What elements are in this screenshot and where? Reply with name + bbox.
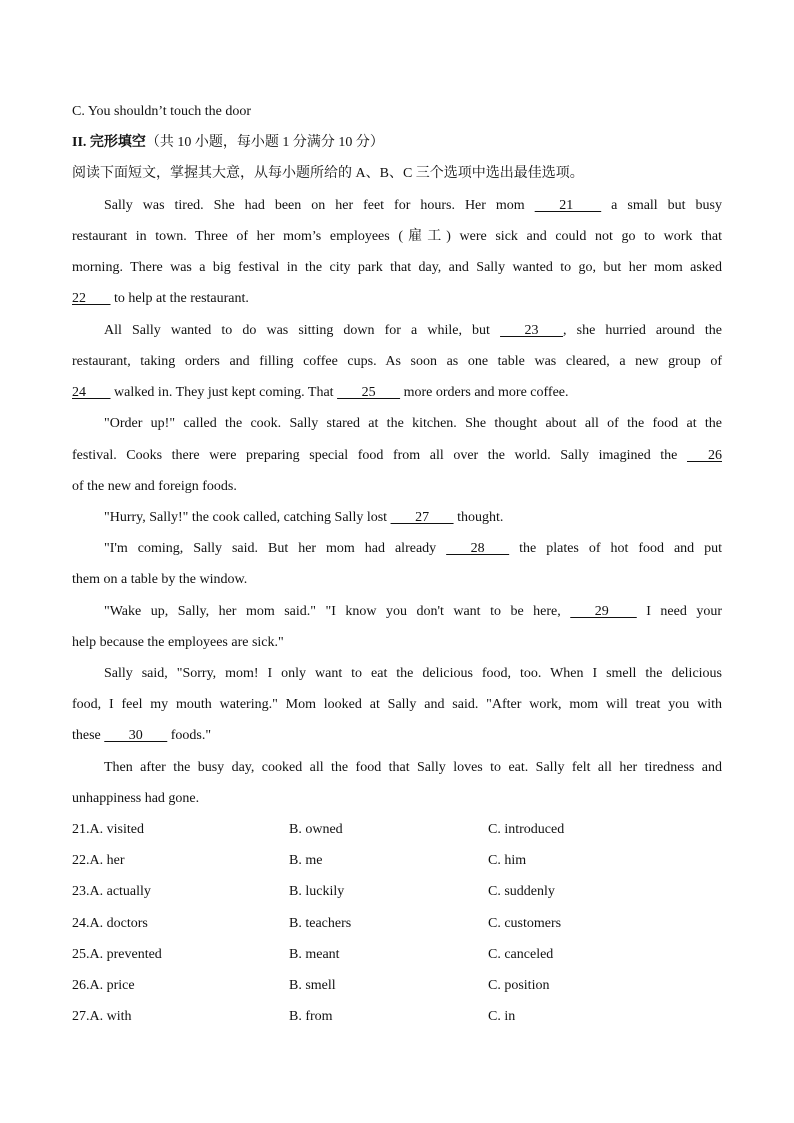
option-c: C. introduced [488,822,565,837]
text-run: more orders and more coffee. [403,385,569,400]
option-b: B. from [289,1009,333,1024]
passage-line [104,539,722,559]
passage-line: Then after the busy day, cooked all the food that Sally loves to eat. Sally felt all her tiredness and [104,760,722,775]
passage-line: help because the employees are sick." [72,635,284,650]
passage-line [104,602,722,622]
passage-line [104,508,722,528]
options-row-25 [72,945,722,965]
option-c: C. customers [488,916,562,931]
section-heading [72,133,722,153]
option-b: B. smell [289,978,336,993]
section-title: II. 完形填空 [72,135,146,150]
options-row-24 [72,914,722,934]
option-a: 26.A. price [72,978,135,993]
passage-line: Sally said, "Sorry, mom! I only want to eat the delicious food, too. When I smell the delicious [104,666,722,681]
option-a: 27.A. with [72,1009,132,1024]
option-c: C. him [488,853,527,868]
blank-24: 24 [72,385,111,400]
passage-line [72,383,722,403]
text-run: "Hurry, Sally!" the cook called, catching Sally lost [104,510,388,525]
passage-line: of the new and foreign foods. [72,479,237,494]
text-run: thought. [457,510,504,525]
passage-line: food, I feel my mouth watering." Mom looked at Sally and said. "After work, mom will treat you with [72,697,722,712]
text-run: "I'm coming, Sally said. But her mom had already [104,541,437,556]
text-run: a small but busy [611,198,723,213]
text-run: these [72,728,101,743]
blank-25: 25 [337,385,401,400]
passage-line: them on a table by the window. [72,572,248,587]
option-b: B. owned [289,822,343,837]
option-a: 25.A. prevented [72,947,162,962]
option-a: 23.A. actually [72,884,151,899]
passage-line: unhappiness had gone. [72,791,200,806]
passage-line [104,321,722,341]
options-row-27 [72,1007,722,1027]
passage-line: "Order up!" called the cook. Sally stared at the kitchen. She thought about all of the food at the [104,416,722,431]
option-c: C. suddenly [488,884,555,899]
options-row-26 [72,976,722,996]
option-b: B. teachers [289,916,352,931]
text-run: festival. Cooks there were preparing special food from all over the world. Sally imagined the [72,448,678,463]
blank-22: 22 [72,291,111,306]
option-c: C. position [488,978,550,993]
blank-29: 29 [570,604,637,619]
text-run: Sally was tired. She had been on her feet for hours. Her mom [104,198,525,213]
passage-line [72,289,722,309]
passage-line: restaurant in town. Three of her mom’s employees (雇工) were sick and could not go to work that [72,229,722,244]
blank-28: 28 [446,541,510,556]
passage-line [72,726,722,746]
text-run: "Wake up, Sally, her mom said." "I know you don't want to be here, [104,604,561,619]
text-run: I need your [646,604,723,619]
passage-line: morning. There was a big festival in the city park that day, and Sally wanted to go, but her mom asked [72,260,722,275]
section-instruction: 阅读下面短文，掌握其大意，从每小题所给的 A、B、C 三个选项中选出最佳选项。 [72,166,584,181]
text-run: , she hurried around the [563,323,722,338]
blank-27: 27 [390,510,454,525]
text-run: walked in. They just kept coming. That [114,385,334,400]
options-row-22 [72,851,722,871]
option-b: B. luckily [289,884,345,899]
option-a: 22.A. her [72,853,125,868]
option-a: 24.A. doctors [72,916,148,931]
passage-line [104,196,722,216]
text-run: All Sally wanted to do was sitting down for a while, but [104,323,490,338]
blank-30: 30 [104,728,168,743]
section-scoring: （共 10 小题，每小题 1 分满分 10 分） [145,135,384,150]
options-row-21 [72,820,722,840]
option-c: C. canceled [488,947,554,962]
text-run: to help at the restaurant. [114,291,249,306]
options-row-23 [72,882,722,902]
option-b: B. me [289,853,323,868]
option-a: 21.A. visited [72,822,144,837]
blank-23: 23 [500,323,564,338]
text-run: the plates of hot food and put [519,541,723,556]
passage-line [72,446,722,466]
option-b: B. meant [289,947,340,962]
text-run: foods." [170,728,212,743]
passage-line: restaurant, taking orders and filling coffee cups. As soon as one table was cleared, a new group of [72,354,722,369]
option-c: C. in [488,1009,516,1024]
blank-26: 26 [687,448,722,463]
blank-21: 21 [534,198,602,213]
previous-question-option: C. You shouldn’t touch the door [72,104,252,119]
